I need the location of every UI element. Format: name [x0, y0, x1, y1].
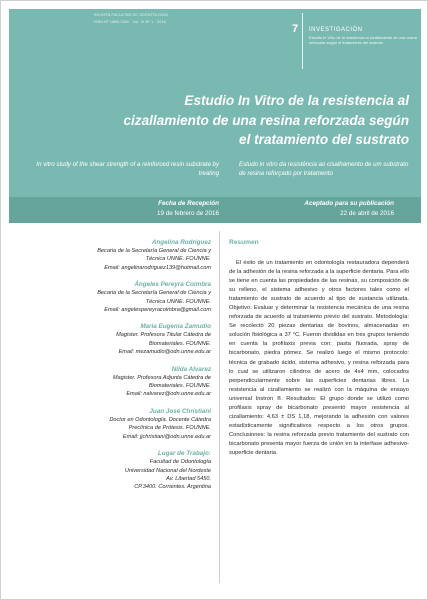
journal-meta: [94, 13, 294, 25]
accepted-date: [239, 200, 394, 218]
author-email: Email: angelespereyracoimbra@gmail.com: [104, 307, 211, 314]
author-name: Angelina Rodríguez: [151, 239, 211, 246]
article-title-pt: Estudo in vitro da resistência ao cisalhamento de um substrato de resina reforçado por tratamento: [239, 161, 409, 178]
received-value: 19 de febrero de 2016: [157, 209, 219, 217]
author-affiliation: Biomateriales. FOUNNE.: [148, 340, 211, 347]
author-block: [21, 407, 211, 441]
workplace-label: Lugar de Trabajo:: [157, 450, 211, 458]
author-block: [21, 322, 211, 356]
section-description: Estudio In Vitro de la resistencia al cizallamiento de una resina reforzada según el tratamiento del sustrato: [309, 35, 417, 46]
received-date: [49, 200, 219, 218]
author-affiliation: Técnica UNNE. FOUNNE.: [145, 256, 211, 263]
author-email: Email: angelinarodriguez139@hotmail.com: [104, 264, 211, 271]
author-name: Juan José Christiani: [149, 407, 211, 415]
author-affiliation: Becaria de la Secretaría General de Ciencia y: [97, 290, 211, 297]
author-affiliation: Becaria de la Secretaría General de Ciencia y: [97, 248, 211, 254]
article-title-es: Estudio In Vitro de la resistencia al cizallamiento de una resina reforzada según el tratamiento del sustrato: [123, 93, 409, 147]
author-block: [21, 238, 211, 272]
header-divider: [302, 13, 303, 69]
abstract-body: El éxito de un tratamiento en odontología restauradora dependerá de la adhesión de la resina reforzada a la superficie dentaria. Para ello se tiene en cuenta las propiedades de las resinas, su composición de su relleno, el sistema adhesivo y otros factores tales como el tratamiento de sustrato de acuerdo al tipo de sustancia utilizada. Objetivo: Evaluar y determinar la resistencia mecánica de una resina reforzada de acuerdo al tratamiento previo del sustrato. Metodología: Se recolectó 20 piezas dentarias de bovinos, almacenadas en solución fisiológica a 37 °C. Fueron divididas en tres grupos teniendo en cuenta la profilaxis previa con: pasta fluorada, spray de bicarbonato, piedra pómez. Se realizó luego el mismo protocolo: técnica de grabado ácido, sistema adhesivo, y resina reforzada para lo cual se utilizaron cilindros de acero de 4x4 mm, colocados perpendicularmente sobre las superficies dentarias libres. La resistencia al cizallamiento se realizó con la máquina de ensayo universal Instron ®. Resultados: El grupo donde se utilizó como profilaxis spray de bicarbonato presentó mayor resistencia al cizallamiento: 4,63 ± DS 1,18, mejorando la adhesión con valores estadísticamente significativos respecto a los otros grupos. Conclusiones: la resina reforzada previo tratamiento del sustrato con bicarbonato presenta mayor fuerza de unión en la interfase adhesivo-superficie dentaria.: [229, 260, 409, 456]
section-block: [309, 27, 419, 45]
workplace-line: Universidad Nacional del Nordeste: [124, 467, 211, 474]
header-band: [9, 9, 421, 219]
workplace-line: Av. Libertad 5450.: [166, 475, 211, 482]
author-email: Email: nalvarez@odn.unne.edu.ar: [126, 391, 211, 398]
journal-name: REVISTA FACULTAD DE ODONTOLOGÍA: [94, 13, 169, 17]
author-affiliation: Técnica UNNE. FOUNNE.: [145, 298, 211, 305]
author-email: Email: mezamudio@odn.unne.edu.ar: [118, 349, 211, 356]
author-name: Ángeles Pereyra Coimbra: [134, 281, 211, 289]
column-divider: [219, 231, 220, 583]
abstract-heading: Resumen: [229, 239, 259, 246]
article-title-en: In vitro study of the shear strength of a reinforced resin substrate by treating: [36, 161, 219, 178]
author-block: [21, 365, 211, 399]
received-label: Fecha de Recepción: [158, 200, 219, 207]
author-affiliation: Magister. Profesora Adjunta Cátedra de: [112, 374, 211, 381]
author-affiliation: Biomateriales. FOUNNE.: [148, 383, 211, 390]
author-name: María Eugenia Zamudio: [140, 323, 211, 331]
section-label: INVESTIGACIÓN: [309, 27, 363, 33]
abstract-column: [229, 238, 409, 458]
author-affiliation: Magister. Profesora Titular Cátedra de: [116, 332, 211, 339]
dates-bar: [9, 197, 421, 223]
author-name: Nilda Alvarez: [171, 365, 211, 373]
authors-column: [21, 238, 211, 500]
author-affiliation: Doctor en Odontología. Docente Cátedra: [109, 416, 211, 423]
page-number: 7: [292, 23, 299, 35]
accepted-value: 22 de abril de 2016: [340, 209, 394, 217]
workplace-line: Facultad de Odontología: [149, 459, 211, 466]
issn-line: ISSN Nº 1668-7280 · Vol. IX Nº 1 · 2016: [94, 20, 166, 25]
workplace-line: CP.3400. Corrientes. Argentina: [134, 484, 211, 491]
author-email: Email: jjchristiani@odn.unne.edu.ar: [122, 433, 211, 440]
workplace-block: [21, 449, 211, 492]
accepted-label: Aceptado para su publicación: [304, 200, 394, 207]
author-block: [21, 280, 211, 314]
author-affiliation: Preclínica de Prótesis. FOUNNE.: [128, 425, 211, 432]
